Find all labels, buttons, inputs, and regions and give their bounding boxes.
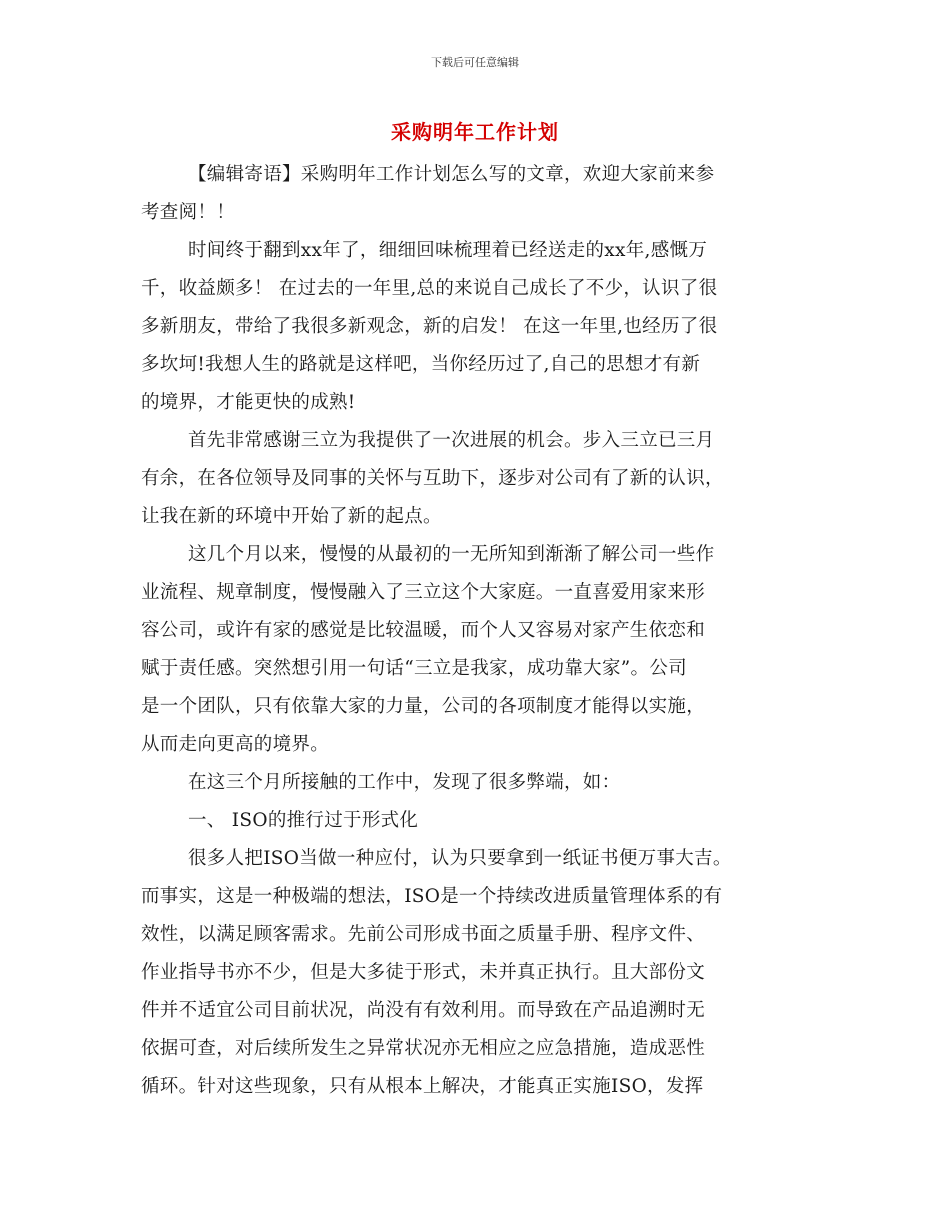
- text-line: 时间终于翻到xx年了，细细回味梳理着已经送走的xx年,感慨万: [188, 240, 708, 261]
- text-line: 首先非常感谢三立为我提供了一次进展的机会。步入三立已三月: [188, 430, 715, 451]
- header-note: 下载后可任意编辑: [431, 56, 519, 69]
- text-line: 循环。针对这些现象，只有从根本上解决，才能真正实施ISO，发挥: [141, 1076, 704, 1097]
- text-line: 容公司，或许有家的感觉是比较温暖，而个人又容易对家产生依恋和: [141, 620, 706, 641]
- document-body: [141, 156, 811, 1106]
- text-line: 【编辑寄语】采购明年工作计划怎么写的文章，欢迎大家前来参: [188, 164, 715, 185]
- text-line: 让我在新的环境中开始了新的起点。: [141, 506, 442, 527]
- text-line: 依据可查，对后续所发生之异常状况亦无相应之应急措施，造成恶性: [141, 1038, 706, 1059]
- text-line: 有余，在各位领导及同事的关怀与互助下，逐步对公司有了新的认识，: [141, 468, 724, 489]
- text-line: 很多人把ISO当做一种应付，认为只要拿到一纸证书便万事大吉。: [188, 848, 732, 869]
- text-line: 千，收益颇多！ 在过去的一年里,总的来说自己成长了不少，认识了很: [141, 278, 718, 299]
- document-title: 采购明年工作计划: [391, 120, 559, 144]
- text-line: 多新朋友，带给了我很多新观念，新的启发！ 在这一年里,也经历了很: [141, 316, 718, 337]
- text-line: 考查阅！！: [141, 202, 236, 223]
- text-line: 多坎坷!我想人生的路就是这样吧，当你经历过了,自己的思想才有新: [141, 354, 701, 375]
- text-line: 而事实，这是一种极端的想法，ISO是一个持续改进质量管理体系的有: [141, 886, 723, 907]
- text-line: 从而走向更高的境界。: [141, 734, 330, 755]
- text-line: 业流程、规章制度，慢慢融入了三立这个大家庭。一直喜爱用家来形: [141, 582, 706, 603]
- text-line: 这几个月以来，慢慢的从最初的一无所知到渐渐了解公司一些作: [188, 544, 715, 565]
- text-line: 效性，以满足顾客需求。先前公司形成书面之质量手册、程序文件、: [141, 924, 706, 945]
- text-line: 的境界，才能更快的成熟!: [141, 392, 356, 413]
- text-line: 件并不适宜公司目前状况，尚没有有效利用。而导致在产品追溯时无: [141, 1000, 706, 1021]
- text-line: 在这三个月所接触的工作中，发现了很多弊端，如：: [188, 772, 621, 793]
- text-line: 一、 ISO的推行过于形式化: [188, 810, 419, 831]
- text-line: 是一个团队，只有依靠大家的力量，公司的各项制度才能得以实施，: [141, 696, 706, 717]
- text-line: 赋于责任感。突然想引用一句话“三立是我家，成功靠大家”。公司: [141, 658, 687, 679]
- text-line: 作业指导书亦不少，但是大多徒于形式，未并真正执行。且大部份文: [141, 962, 706, 983]
